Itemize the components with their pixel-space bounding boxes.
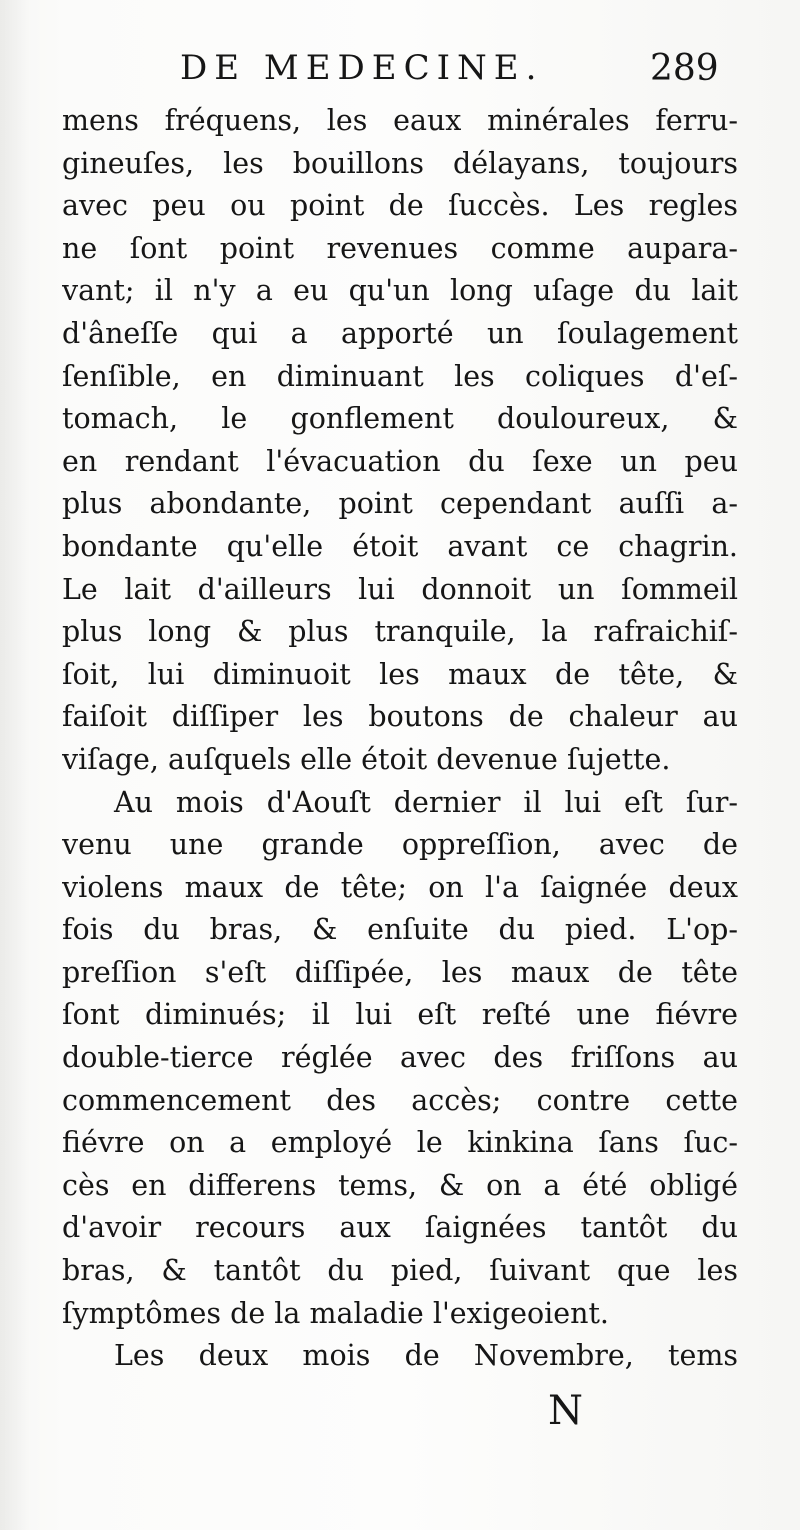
text-line: ſenſible, en diminuant les coliques d'eſ-: [62, 359, 738, 393]
text-line: mens fréquens, les eaux minérales ferru-: [62, 104, 738, 137]
text-line: faiſoit diſſiper les boutons de chaleur au: [62, 700, 738, 734]
body-text: [62, 100, 738, 1378]
text-line: bondante qu'elle étoit avant ce chagrin.: [62, 529, 738, 563]
text-line: ſoit, lui diminuoit les maux de tête, &: [62, 657, 738, 691]
text-line: fois du bras, & enſuite du pied. L'op-: [62, 913, 738, 947]
text-line: Le lait d'ailleurs lui donnoit un ſommeil: [62, 572, 738, 606]
text-line: cès en differens tems, & on a été obligé: [62, 1168, 738, 1202]
text-line: viſage, auſquels elle étoit devenue ſujette.: [62, 742, 671, 776]
text-line: gineuſes, les bouillons délayans, toujours: [62, 146, 738, 180]
text-line: venu une grande oppreſſion, avec de: [62, 828, 738, 862]
text-line: plus abondante, point cependant auſſi a-: [62, 487, 738, 521]
text-line-paragraph-start: Au mois d'Aouſt dernier il lui eſt ſur-: [114, 785, 738, 819]
text-line: double-tierce réglée avec des friſſons au: [62, 1041, 738, 1075]
running-title: DE MEDECINE.: [180, 48, 544, 88]
text-line: violens maux de tête; on l'a ſaignée deux: [62, 870, 738, 904]
text-line: bras, & tantôt du pied, ſuivant que les: [62, 1254, 738, 1288]
text-line: ſont diminués; il lui eſt reſté une fiévre: [62, 998, 738, 1032]
text-line: avec peu ou point de ſuccès. Les regles: [62, 189, 738, 223]
text-line: preſſion s'eſt diſſipée, les maux de tête: [62, 955, 738, 989]
text-line: fiévre on a employé le kinkina ſans ſuc-: [62, 1126, 738, 1160]
text-line: plus long & plus tranquile, la rafraichiſ-: [62, 615, 738, 649]
text-line: ſymptômes de la maladie l'exigeoient.: [62, 1296, 609, 1330]
page-edge-shadow: [0, 0, 30, 1530]
text-line: commencement des accès; contre cette: [62, 1083, 738, 1117]
text-line-paragraph-start: Les deux mois de Novembre, tems: [114, 1339, 738, 1373]
text-line: d'avoir recours aux ſaignées tantôt du: [62, 1211, 738, 1245]
signature-mark: N: [548, 1388, 583, 1434]
text-line: ne ſont point revenues comme aupara-: [62, 231, 738, 265]
text-line: d'âneſſe qui a apporté un ſoulagement: [62, 316, 738, 350]
text-line: tomach, le gonflement douloureux, &: [62, 402, 738, 436]
text-line: vant; il n'y a eu qu'un long uſage du lait: [62, 274, 738, 308]
text-line: en rendant l'évacuation du ſexe un peu: [62, 444, 738, 478]
page-number: 289: [650, 48, 719, 89]
